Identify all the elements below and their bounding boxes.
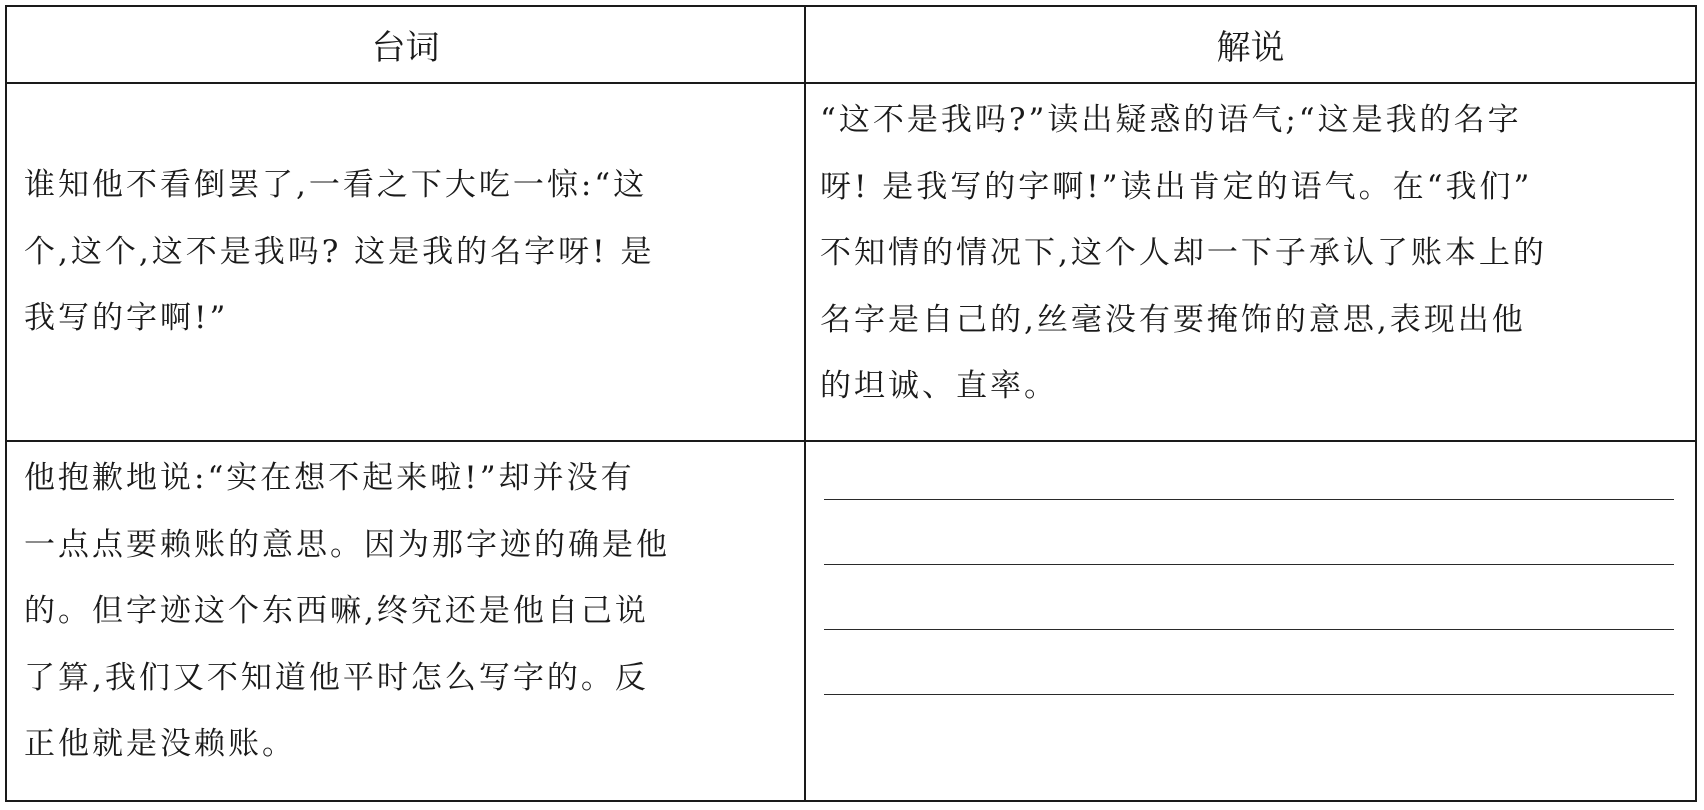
row1-explanation-line: 呀! 是我写的字啊!”读出肯定的语气。在“我们” [820, 168, 1533, 205]
row1-dialogue-line: 我写的字啊!” [24, 300, 229, 336]
row1-dialogue-cell [24, 152, 794, 352]
row1-dialogue-line: 谁知他不看倒罢了,一看之下大吃一惊:“这 [24, 167, 648, 203]
row2-dialogue-line: 的。但字迹这个东西嘛,终究还是他自己说 [24, 593, 649, 629]
row1-explanation-line: 不知情的情况下,这个人却一下子承认了账本上的 [820, 235, 1547, 271]
row1-dialogue-line: 个,这个,这不是我吗? 这是我的名字呀! 是 [24, 233, 655, 270]
answer-blank-line[interactable] [824, 629, 1674, 630]
column-divider [804, 7, 806, 800]
row2-dialogue-line: 他抱歉地说:“实在想不起来啦!”却并没有 [24, 460, 635, 496]
row2-dialogue-line: 了算,我们又不知道他平时怎么写字的。反 [24, 659, 649, 696]
answer-blank-line[interactable] [824, 564, 1674, 565]
answer-blank-line[interactable] [824, 499, 1674, 500]
row1-explanation-line: “这不是我吗?”读出疑惑的语气;“这是我的名字 [820, 102, 1522, 138]
row1-explanation-cell [820, 87, 1690, 420]
dialogue-analysis-table [5, 5, 1697, 802]
header-divider [7, 82, 1695, 84]
row1-explanation-line: 名字是自己的,丝毫没有要掩饰的意思,表现出他 [820, 301, 1526, 338]
row-divider [7, 440, 1695, 442]
row2-dialogue-line: 一点点要赖账的意思。因为那字迹的确是他 [24, 526, 670, 563]
answer-blank-line[interactable] [824, 694, 1674, 695]
header-explanation: 解说 [1216, 28, 1285, 68]
row2-dialogue-line: 正他就是没赖账。 [24, 726, 296, 762]
row1-explanation-line: 的坦诚、直率。 [820, 368, 1058, 404]
row2-explanation-answer-area[interactable] [824, 447, 1674, 802]
header-dialogue: 台词 [371, 28, 440, 68]
row2-dialogue-cell [24, 445, 794, 778]
